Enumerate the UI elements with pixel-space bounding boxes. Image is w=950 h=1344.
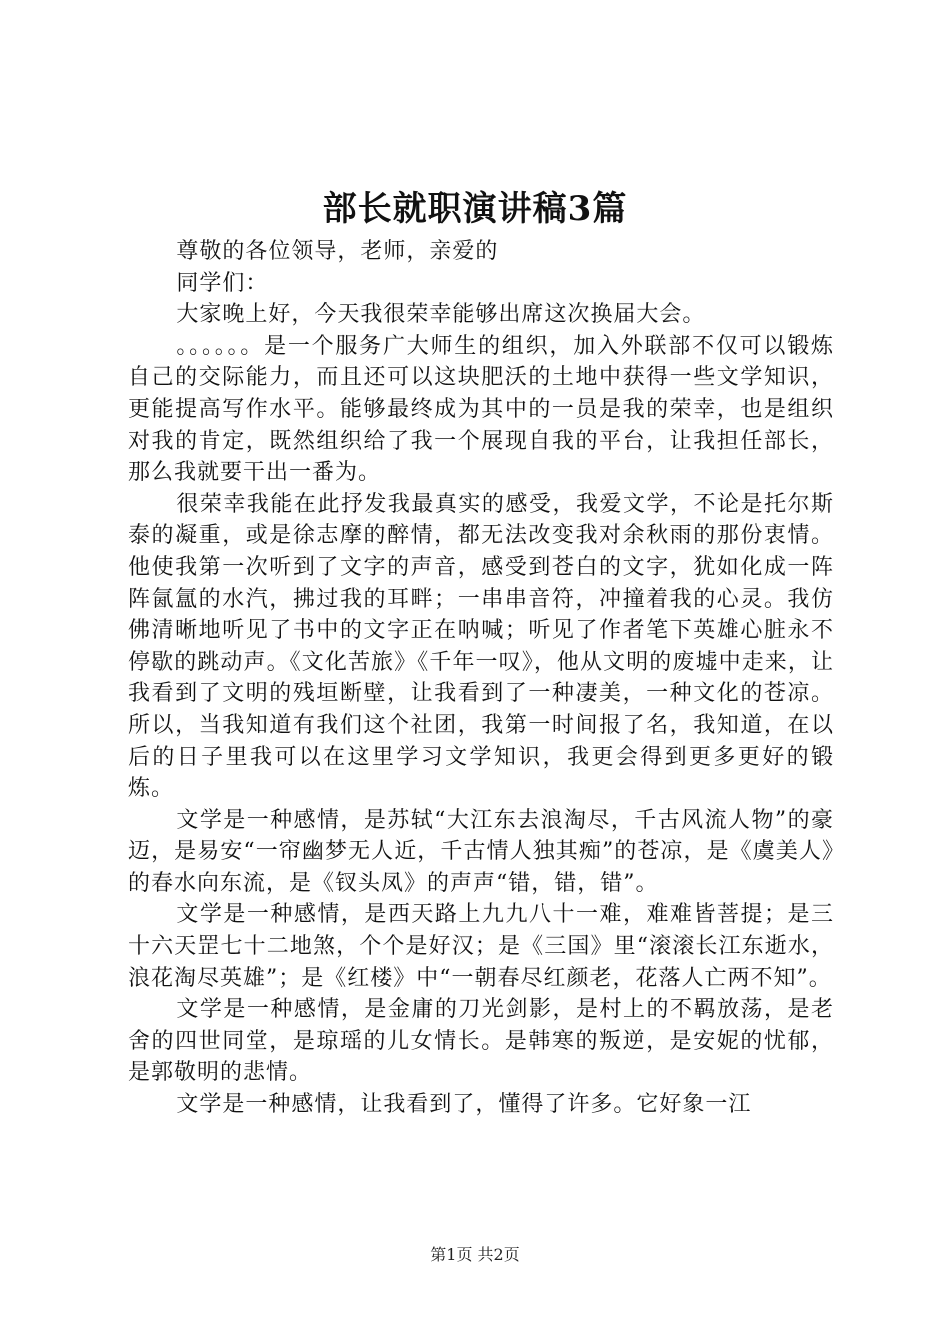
salutation-line-1: 尊敬的各位领导，老师，亲爱的 [176,239,499,264]
paragraph-literature-emotion-2: 文学是一种感情，是西天路上九九八十一难，难难皆菩提；是三十六天罡七十二地煞，个个是好汉；是《三国》里“滚滚长江东逝水，浪花淘尽英雄”；是《红楼》中“一朝春尽红颜老，花落人亡两不知”。 [128,902,834,991]
paragraph-literature-emotion-4: 文学是一种感情，让我看到了，懂得了许多。它好象一江 [176,1092,752,1118]
paragraph-love-literature: 很荣幸我能在此抒发我最真实的感受，我爱文学，不论是托尔斯泰的凝重，或是徐志摩的醉情，都无法改变我对余秋雨的那份衷情。他使我第一次听到了文字的声音，感受到苍白的文字，犹如化成一阵阵氤氲的水汽，拂过我的耳畔；一串串音符，冲撞着我的心灵。我仿佛清晰地听见了书中的文字正在呐喊；听见了作者笔下英雄心脏永不停歇的跳动声。《文化苦旅》《千年一叹》，他从文明的废墟中走来，让我看到了文明的残垣断壁，让我看到了一种凄美，一种文化的苍凉。所以，当我知道有我们这个社团，我第一时间报了名，我知道，在以后的日子里我可以在这里学习文学知识，我更会得到更多更好的锻炼。 [128,491,834,802]
document-title: 部长就职演讲稿3篇 [322,189,628,229]
paragraph-literature-emotion-1: 文学是一种感情，是苏轼“大江东去浪淘尽，千古风流人物”的豪迈，是易安“一帘幽梦无人近，千古情人独其痴”的苍凉，是《虞美人》的春水向东流，是《钗头凤》的声声“错，错，错”。 [128,807,834,896]
paragraph-organization: 。。。。。。是一个服务广大师生的组织，加入外联部不仅可以锻炼自己的交际能力，而且还可以这块肥沃的土地中获得一些文学知识，更能提高写作水平。能够最终成为其中的一员是我的荣幸，也是组织对我的肯定，既然组织给了我一个展现自我的平台，让我担任部长，那么我就要干出一番为。 [128,333,834,486]
page-footer: 第1页 共2页 [430,1245,520,1264]
paragraph-greeting: 大家晚上好，今天我很荣幸能够出席这次换届大会。 [176,302,706,328]
salutation-line-2: 同学们： [176,270,269,296]
paragraph-literature-emotion-3: 文学是一种感情，是金庸的刀光剑影，是村上的不羁放荡，是老舍的四世同堂，是琼瑶的儿女情长。是韩寒的叛逆，是安妮的忧郁，是郭敬明的悲情。 [128,997,834,1086]
document-body [128,236,834,1121]
